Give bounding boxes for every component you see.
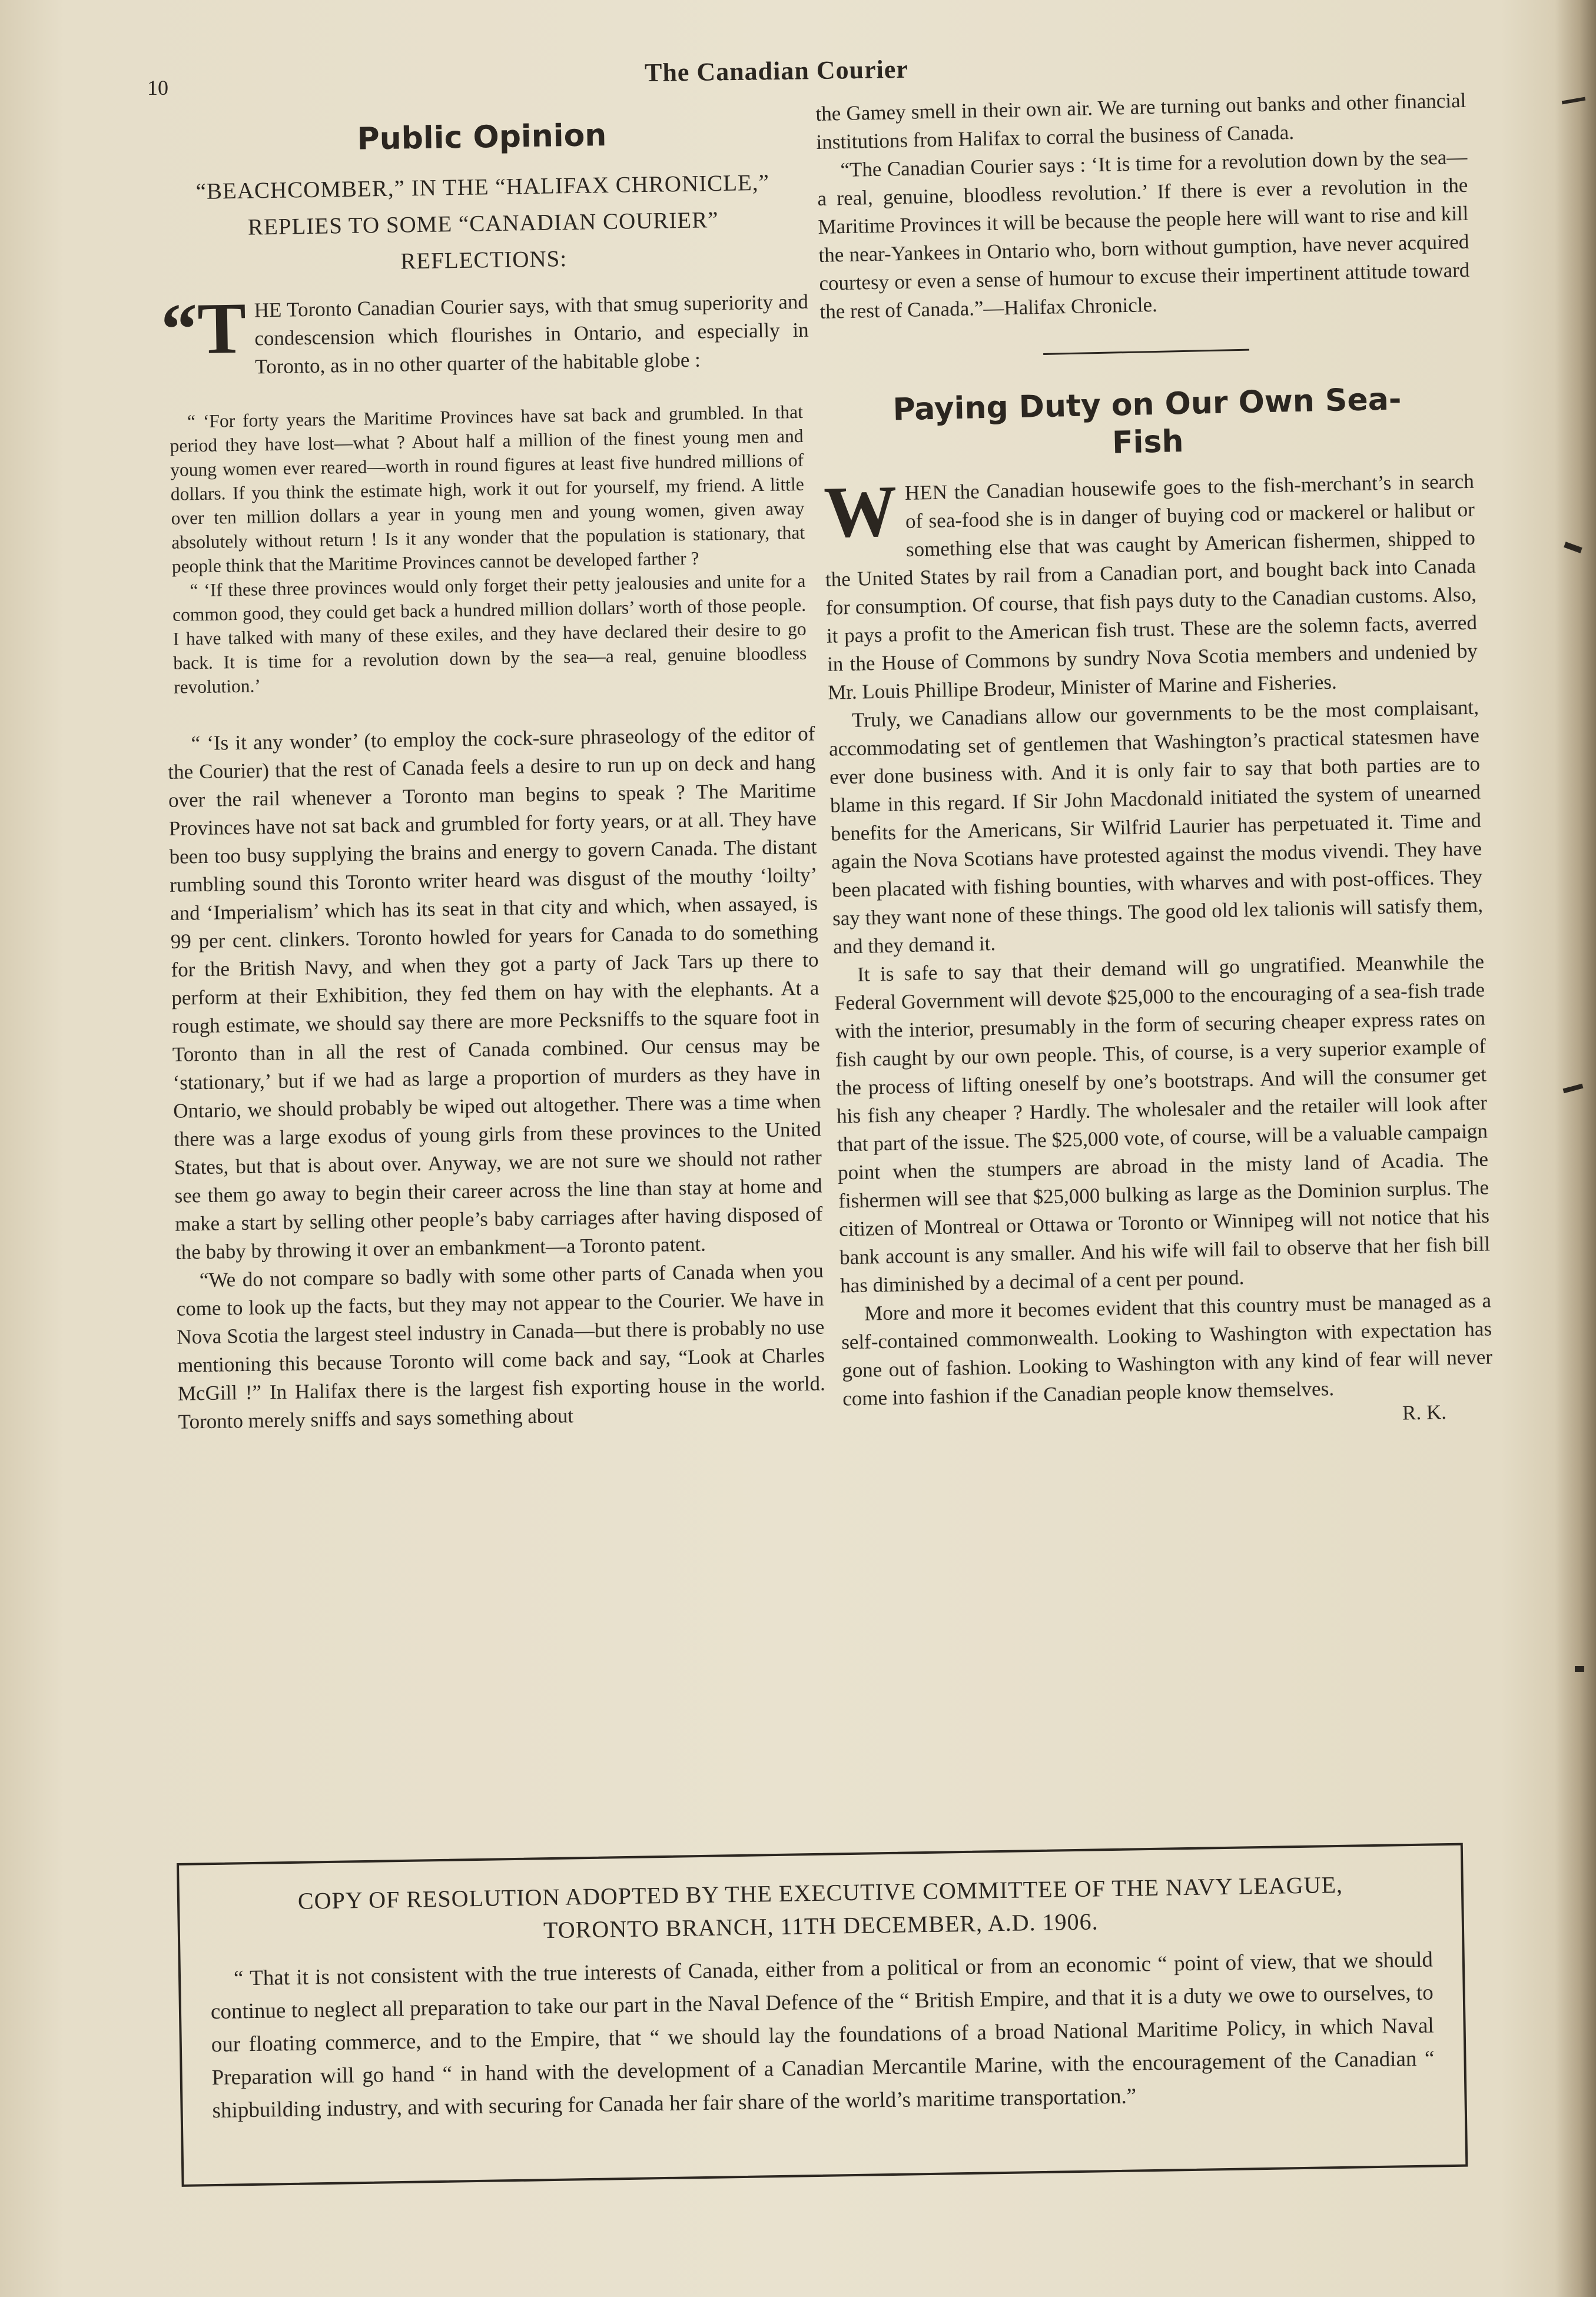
quoted-passage bbox=[170, 400, 808, 699]
drop-cap-letter: W bbox=[823, 470, 898, 553]
right-column bbox=[815, 87, 1494, 1439]
drop-cap-letter: T bbox=[197, 287, 247, 369]
drop-cap bbox=[160, 287, 247, 370]
body-paragraph: “ ‘Is it any wonder’ (to employ the cock-sure phraseology of the editor of the Courier) that the rest of Canada feels a desire to run up on deck and hang over the rail whenever a Toronto man begins to speak ? The Maritime Provinces have not sat back and grumbled for forty years, or at all. They have been too busy supplying the brains and energy to govern Canada. The distant rumbling sound this Toronto writer heard was disgust of the mouthy ‘loilty’ and ‘Imperialism’ which has its seat in that city and which, when assayed, is 99 per cent. clinkers. Toronto howled for years for Canada to do something for the British Navy, and when they got a party of Jack Tars up there to perform at their Exhibition, they fed them on hay with the elephants. At a rough estimate, we should say there are more Pecksniffs to the square foot in Toronto than in all the rest of Canada combined. Our census may be ‘stationary,’ but if we had as large a proportion of murders as they have in Ontario, we should probably be wiped out altogether. There was a time when there was a large exodus of young girls from these provinces to the United States, but that is about over. Anyway, we are not sure we should not rather see them go away to begin their career across the line than stay at home and make a start by selling other people’s baby carriages after having disposed of the baby by throwing it over an embankment—a Toronto patent. bbox=[167, 722, 823, 1264]
article-lede bbox=[824, 467, 1479, 707]
headline-public-opinion: Public Opinion bbox=[357, 118, 607, 157]
quote-paragraph: “ ‘For forty years the Maritime Provinces have sat back and grumbled. In that period they have lost—what ? About half a million of the finest young men and young women ever reared—worth in round figures at least five hundred millions of dollars. If you think the estimate high, work it out for yourself, my friend. A little over ten million dollars a year in young men and young women, given away absolutely without return ! Is it any wonder that the population is stationary, that people think that the Maritime Provinces cannot be developed farther ? bbox=[170, 401, 805, 577]
headline-sea-fish: Paying Duty on Our Own Sea-Fish bbox=[892, 381, 1402, 461]
article-lede bbox=[161, 288, 809, 383]
resolution-title bbox=[209, 1867, 1433, 1953]
article-deck: “BEACHCOMBER,” IN THE “HALIFAX CHRONICLE,” REPLIES TO SOME “CANADIAN COURIER” REFLECTIONS: bbox=[195, 170, 770, 274]
section-divider bbox=[1043, 349, 1249, 355]
resolution-title-line: COPY OF RESOLUTION ADOPTED BY THE EXECUTIVE COMMITTEE OF THE NAVY LEAGUE, bbox=[297, 1871, 1343, 1914]
lede-text: HE Toronto Canadian Courier says, with that smug superiority and condescension which flourishes in Ontario, and especially in Toronto, as in no other quarter of the habitable globe : bbox=[254, 290, 809, 379]
continued-paragraph: the Gamey smell in their own air. We are turning out banks and other financial institutions from Halifax to corral the business of Canada. bbox=[815, 88, 1466, 154]
continued-paragraph: “The Canadian Courier says : ‘It is time for a revolution down by the sea—a real, genuine, bloodless revolution.’ If there is ever a revolution in the Maritime Provinces it will be because the people here will want to rise and kill the near-Yankees in Ontario who, born without gumption, have never acquired courtesy or even a sense of humour to excuse their impertinent attitude toward the rest of Canada.”—Halifax Chronicle. bbox=[817, 145, 1470, 323]
running-head: The Canadian Courier bbox=[644, 54, 909, 88]
margin-mark bbox=[1575, 1666, 1584, 1672]
resolution-text bbox=[210, 1944, 1435, 2128]
body-paragraph: Truly, we Canadians allow our governments to be the most complaisant, accommodating set of gentlemen that Washington’s practical statesmen have ever done business with. And it is only fair to say that both parties are to blame in this regard. If Sir John Macdonald initiated the system of unearned benefits for the Americans, Sir Wilfrid Laurier has perpetuated it. Time and again the Nova Scotians have protested against the modus vivendi. They have been placated with fishing bounties, with wharves and with post-offices. They say they want none of these things. The good old lex talionis will satisfy them, and they demand it. bbox=[828, 695, 1484, 958]
body-paragraph: “We do not compare so badly with some other parts of Canada when you come to look up the facts, but they may not appear to the Courier. We have in Nova Scotia the largest steel industry in Canada—but there is probably no use mentioning this because Toronto will come back and say, “Look at Charles McGill !” In Halifax there is the largest fish exporting house in the world. Toronto merely sniffs and says something about bbox=[176, 1259, 826, 1433]
body-paragraph: It is safe to say that their demand will go ungratified. Meanwhile the Federal Government will devote $25,000 to the encouraging of a sea-fish trade with the interior, presumably in the form of securing cheaper express rates on fish caught by our own people. This, of course, is a very superior example of the process of lifting oneself by one’s bootstraps. And will the consumer get his fish any cheaper ? Hardly. The wholesaler and the retailer will look after that part of the issue. The $25,000 vote, of course, will be a valuable campaign point when the stumpers are abroad in the misty land of Acadia. The fishermen will see that $25,000 bulking as large as the Dominion surplus. The citizen of Montreal or Ottawa or Toronto or Winnipeg will not notice that his bank account is any smaller. And his wife will fail to observe that her fish bill has diminished by a decimal of a cent per pound. bbox=[834, 950, 1491, 1297]
left-column bbox=[158, 114, 826, 1436]
quote-paragraph: “ ‘If these three provinces would only forget their petty jealousies and unite for a common good, they could get back a hundred million dollars’ worth of those people. I have talked with many of these exiles, and they have declared their desire to go back. It is time for a revolution down by the sea—a real, genuine bloodless revolution.’ bbox=[172, 570, 807, 698]
author-signature: R. K. bbox=[1402, 1400, 1447, 1425]
body-paragraph: More and more it becomes evident that this country must be managed as a self-contained commonwealth. Looking to Washington with expectation has gone out of fashion. Looking to Washington with any kind of fear will never come into fashion if the Canadian people know themselves. bbox=[841, 1289, 1493, 1410]
lede-text: HEN the Canadian housewife goes to the fish-merchant’s in search of sea-food she is in danger of buying cod or mackerel or halibut or something else that was caught by American fishermen, shipped to the United States by rail from a Canadian port, and bought back into Canada for consumption. Of course, that fish pays duty to the Canadian customs. Also, it pays a profit to the American fish trust. These are the solemn facts, averred in the House of Commons by sundry Nova Scotia members and undenied by Mr. Louis Phillipe Brodeur, Minister of Marine and Fisheries. bbox=[825, 469, 1478, 704]
drop-cap-quote: “ bbox=[160, 288, 198, 370]
resolution-title-line: TORONTO BRANCH, 11TH DECEMBER, A.D. 1906. bbox=[543, 1908, 1099, 1944]
resolution-box bbox=[177, 1843, 1468, 2187]
page-number: 10 bbox=[147, 76, 168, 99]
page-edge-shadow bbox=[1555, 0, 1596, 2297]
resolution-paragraph: “ That it is not consistent with the true interests of Canada, either from a political or from an economic “ point of view, that we should continue to neglect all preparation to take our part in the Naval Defence of the “ British Empire, and that it is a duty we owe to ourselves, to our floating commerce, and to the Empire, that “ we should lay the foundations of a broad National Maritime Policy, in which Naval Preparation will go hand “ in hand with the development of a Canadian Mercantile Marine, with the encouragement of the Canadian “ shipbuilding industry, and with securing for Canada her fair share of the world’s maritime transportation.” bbox=[210, 1947, 1435, 2123]
